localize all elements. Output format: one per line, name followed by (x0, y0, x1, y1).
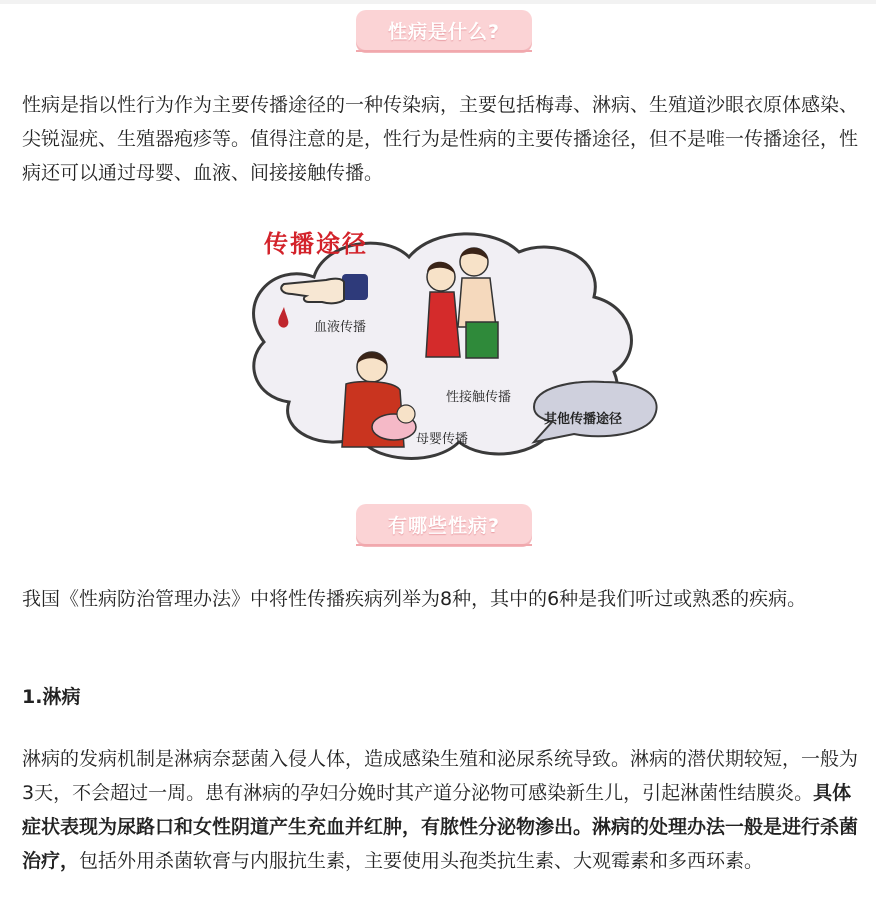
label-mother: 母婴传播 (416, 432, 469, 447)
paragraph-law: 我国《性病防治管理办法》中将性传播疾病列举为8种，其中的6种是我们听过或熟悉的疾病。 (22, 588, 807, 610)
gonorrhea-text-1: 淋病的发病机制是淋病奈瑟菌入侵人体，造成感染生殖和泌尿系统导致。淋病的潜伏期较短，一般为3天，不会超过一周。患有淋病的孕妇分娩时其产道分泌物可感染新生儿，引起淋菌性结膜炎。 (22, 748, 859, 804)
label-sexual: 性接触传播 (446, 390, 512, 405)
section-title: 性病是什么? (387, 20, 501, 43)
illustration-title: 传播途径 (264, 230, 368, 258)
section-title-badge (356, 504, 532, 544)
item-heading: 1.淋病 (22, 686, 81, 708)
gonorrhea-text-bold: 具体症状表现为尿路口和女性阴道产生充血并红肿，有脓性分泌物渗出。淋病的处理办法一般是进行杀菌治疗， (22, 782, 859, 872)
woman-figure (426, 292, 460, 357)
badge-underline (356, 50, 532, 52)
section-title: 有哪些性病? (387, 514, 501, 537)
label-other: 其他传播途径 (544, 412, 623, 427)
top-divider (0, 0, 876, 4)
man-figure (458, 278, 496, 327)
badge-underline (356, 544, 532, 546)
label-blood: 血液传播 (314, 320, 367, 335)
sleeve-shape (342, 274, 368, 300)
gonorrhea-text-2: 包括外用杀菌软膏与内服抗生素，主要使用头孢类抗生素、大观霉素和多西环素。 (79, 850, 764, 872)
intro-paragraph: 性病是指以性行为作为主要传播途径的一种传染病，主要包括梅毒、淋病、生殖道沙眼衣原体感染、尖锐湿疣、生殖器疱疹等。值得注意的是，性行为是性病的主要传播途径，但不是唯一传播途径，性病还可以通过母婴、血液、间接接触传播。 (22, 94, 859, 184)
section-title-badge (356, 10, 532, 50)
transmission-illustration (234, 222, 658, 472)
gonorrhea-paragraph (22, 742, 862, 878)
